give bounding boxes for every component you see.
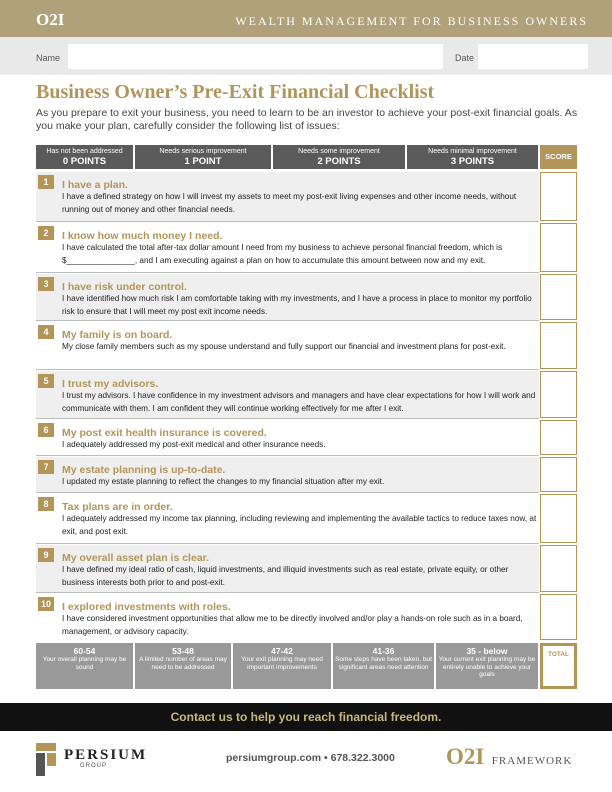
checklist-item <box>36 594 539 640</box>
range-desc: Some steps have been taken, but significant areas need attention <box>335 656 432 671</box>
item-description: I have identified how much risk I am comfortable taking with my investments, and I have a process in place to monitor my portfolio risk to ensure that I will meet my post exit income needs. <box>62 294 532 316</box>
item-title: My overall asset plan is clear. <box>62 552 210 564</box>
score-box-5[interactable] <box>540 371 577 418</box>
scale-desc: Needs minimal improvement <box>428 148 517 155</box>
item-number: 4 <box>38 325 54 339</box>
score-box-8[interactable] <box>540 494 577 543</box>
range-desc: Your exit planning may need important improvements <box>241 656 323 671</box>
range-value: 41-36 <box>372 646 395 656</box>
scale-header-0 <box>36 145 133 169</box>
name-label: Name <box>36 53 61 63</box>
date-label: Date <box>455 53 475 63</box>
item-title: I trust my advisors. <box>62 378 159 390</box>
range-value: 35 - below <box>466 646 508 656</box>
scale-points: 1 POINT <box>184 156 222 167</box>
item-description: I adequately addressed my income tax planning, including reviewing and implementing the available tactics to reduce taxes now, at exit, and post exit. <box>62 514 537 536</box>
score-box-10[interactable] <box>540 594 577 640</box>
item-description: I have a defined strategy on how I will invest my assets to meet my post-exit living expenses and other income needs, without running out of money and other financial needs. <box>62 192 517 214</box>
score-box-9[interactable] <box>540 545 577 592</box>
item-title: My estate planning is up-to-date. <box>62 464 226 476</box>
date-field[interactable] <box>478 44 588 69</box>
checklist-item <box>36 494 539 544</box>
item-title: My family is on board. <box>62 329 173 341</box>
range-value: 53-48 <box>172 646 194 656</box>
score-range-1 <box>135 643 231 689</box>
item-title: I explored investments with roles. <box>62 601 231 613</box>
score-header: SCORE <box>540 145 577 169</box>
item-title: I know how much money I need. <box>62 230 223 242</box>
checklist-item <box>36 545 539 593</box>
top-banner <box>0 0 612 37</box>
persium-name: PERSIUM <box>64 747 148 763</box>
scale-desc: Has not been addressed <box>46 148 123 155</box>
cta-banner: Contact us to help you reach financial freedom. <box>0 703 612 731</box>
item-number: 1 <box>38 175 54 189</box>
item-title: I have a plan. <box>62 179 128 191</box>
checklist-item <box>36 457 539 493</box>
score-box-1[interactable] <box>540 172 577 221</box>
item-number: 5 <box>38 374 54 388</box>
item-description: My close family members such as my spouse understand and fully support our financial and investment plans for post-exit. <box>62 342 506 351</box>
item-description: I have calculated the total after-tax dollar amount I need from my business to achieve personal financial freedom, which is $_______________, and I am executing against a plan on how to accumulate this amount between now and my exit. <box>62 243 503 265</box>
item-number: 3 <box>38 277 54 291</box>
checklist-item <box>36 172 539 222</box>
scale-header-3 <box>407 145 538 169</box>
score-box-6[interactable] <box>540 420 577 455</box>
name-date-row <box>0 37 612 75</box>
score-range-2 <box>233 643 331 689</box>
contact-info[interactable]: persiumgroup.com • 678.322.3000 <box>226 752 395 764</box>
item-number: 9 <box>38 548 54 562</box>
range-desc: A limited number of areas may need to be addressed <box>139 656 227 671</box>
header-tagline: WEALTH MANAGEMENT FOR BUSINESS OWNERS <box>235 14 588 28</box>
item-number: 8 <box>38 497 54 511</box>
scale-header-2 <box>273 145 405 169</box>
name-field[interactable] <box>68 44 443 69</box>
scale-points: 2 POINTS <box>317 156 361 167</box>
persium-group: GROUP <box>80 763 108 769</box>
item-number: 7 <box>38 460 54 474</box>
item-number: 2 <box>38 226 54 240</box>
item-number: 10 <box>38 597 54 611</box>
score-range-4 <box>436 643 538 689</box>
item-description: I have defined my ideal ratio of cash, liquid investments, and illiquid investments such as real estate, private equity, or other business interests both prior to and post-exit. <box>62 565 509 587</box>
score-box-4[interactable] <box>540 322 577 369</box>
o2i-logo: O2I <box>36 10 65 29</box>
o2i-framework-logo <box>446 744 572 770</box>
checklist-item <box>36 223 539 273</box>
item-title: My post exit health insurance is covered. <box>62 427 267 439</box>
framework-label: FRAMEWORK <box>491 755 573 767</box>
checklist-item <box>36 274 539 321</box>
total-score-box[interactable]: TOTAL <box>540 643 577 689</box>
scale-points: 0 POINTS <box>62 156 107 167</box>
item-title: I have risk under control. <box>62 281 187 293</box>
range-value: 47-42 <box>271 646 293 656</box>
checklist-item <box>36 420 539 456</box>
o2i-mark: O2I <box>446 744 485 769</box>
score-range-3 <box>333 643 434 689</box>
score-box-3[interactable] <box>540 274 577 320</box>
persium-mark-icon <box>36 743 56 776</box>
scale-header-1 <box>135 145 271 169</box>
intro-text: As you prepare to exit your business, you need to learn to be an investor to achieve your post-exit financial goals. As you make your plan, carefully consider the following list of issues: <box>36 107 578 132</box>
scale-points: 3 POINTS <box>450 156 495 167</box>
item-description: I trust my advisors. I have confidence in my investment advisors and managers and have clear expectations for how I will work and communicate with them. I am confident they will continue working effectively for me after I exit. <box>62 391 536 413</box>
page-title: Business Owner’s Pre-Exit Financial Checklist <box>36 81 435 103</box>
checklist-item <box>36 322 539 370</box>
scale-desc: Needs serious improvement <box>159 148 247 155</box>
range-desc: Your overall planning may be sound <box>42 656 127 671</box>
checklist-item <box>36 371 539 419</box>
score-range-0 <box>36 643 133 689</box>
item-title: Tax plans are in order. <box>62 501 173 513</box>
item-number: 6 <box>38 423 54 437</box>
item-description: I have considered investment opportunities that allow me to be directly involved and/or play a hands-on role such as in a board, management, or advisory capacity. <box>62 614 523 636</box>
scale-desc: Needs some improvement <box>298 148 380 155</box>
item-description: I adequately addressed my post-exit medical and other insurance needs. <box>62 440 326 449</box>
item-description: I updated my estate planning to reflect the changes to my financial situation after my exit. <box>62 477 385 486</box>
score-box-7[interactable] <box>540 457 577 492</box>
score-box-2[interactable] <box>540 223 577 272</box>
range-desc: Your current exit planning may be entirely unable to achieve your goals <box>438 656 536 678</box>
range-value: 60-54 <box>73 646 96 656</box>
